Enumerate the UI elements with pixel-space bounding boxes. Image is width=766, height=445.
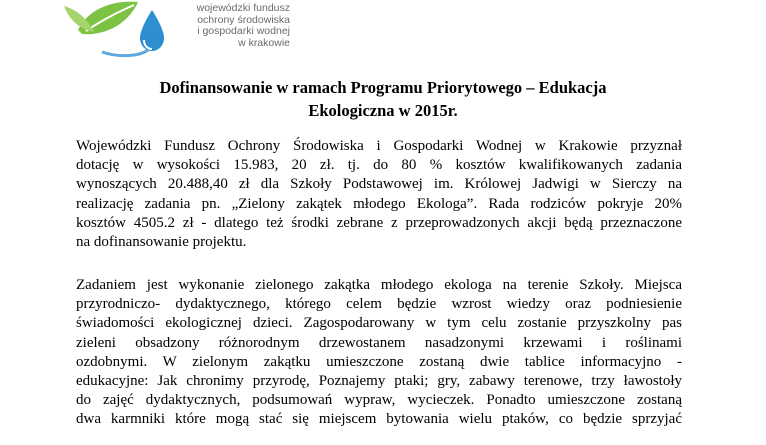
logo-line: ochrony środowiska (197, 13, 290, 26)
logo-text (180, 3, 290, 49)
page-title (80, 76, 686, 122)
logo-line: wojewódzki fundusz (196, 2, 290, 14)
leaf-drop-logo-icon (60, 0, 170, 62)
text-line: kosztów 4505.2 zł - dlatego też środki zebrane z przeprowadzonych akcji będą przeznaczone (76, 214, 682, 231)
text-line: przyrodniczo- dydaktycznego, którego celem będzie wzrost wiedzy oraz podniesienie (76, 296, 682, 313)
logo-line: w krakowie (238, 36, 290, 49)
title-line: Ekologiczna w 2015r. (308, 101, 458, 120)
text-line: Wojewódzki Fundusz Ochrony Środowiska i Gospodarki Wodnej w Krakowie przyznał (76, 138, 682, 154)
paragraph-task (76, 276, 682, 430)
text-line: do zajęć dydaktycznych, podsumowań wypraw, wycieczek. Ponadto umieszczone zostaną (76, 392, 682, 409)
text-line: zieleni obsadzony różnorodnym drzewostanem nasadzonymi krzewami i roślinami (76, 334, 682, 351)
logo-line: i gospodarki wodnej (197, 25, 290, 37)
title-line: Dofinansowanie w ramach Programu Priorytowego – Edukacja (159, 78, 607, 97)
text-line: edukacyjne: Jak chronimy przyrodę, Poznajemy ptaki; gry, zabawy terenowe, trzy ławostoły (76, 373, 682, 390)
text-line: świadomości ekologicznej dzieci. Zagospodarowany w tym celu zostanie przyszkolny pas (76, 315, 682, 332)
paragraph-grant (76, 137, 682, 252)
text-line: dwa karmniki które mogą stać się miejscem bytowania wielu ptaków, co będzie sprzyjać (76, 411, 682, 428)
text-line: wynoszących 20.488,40 zł dla Szkoły Podstawowej im. Królowej Jadwigi w Sierczy na (76, 176, 682, 193)
text-line: na dofinansowanie projektu. (76, 234, 247, 251)
text-line: ozdobnymi. W zielonym zakątku umieszczone zostaną dwie tablice informacyjno - (76, 353, 682, 370)
text-line: Zadaniem jest wykonanie zielonego zakątka młodego ekologa na terenie Szkoły. Miejsca (76, 277, 682, 293)
text-line: dotację w wysokości 15.983, 20 zł. tj. do 80 % kosztów kwalifikowanych zadania (76, 157, 682, 174)
text-line: realizację zadania pn. „Zielony zakątek młodego Ekologa”. Rada rodziców pokryje 20% (76, 195, 682, 212)
wfosigw-logo (60, 0, 290, 62)
